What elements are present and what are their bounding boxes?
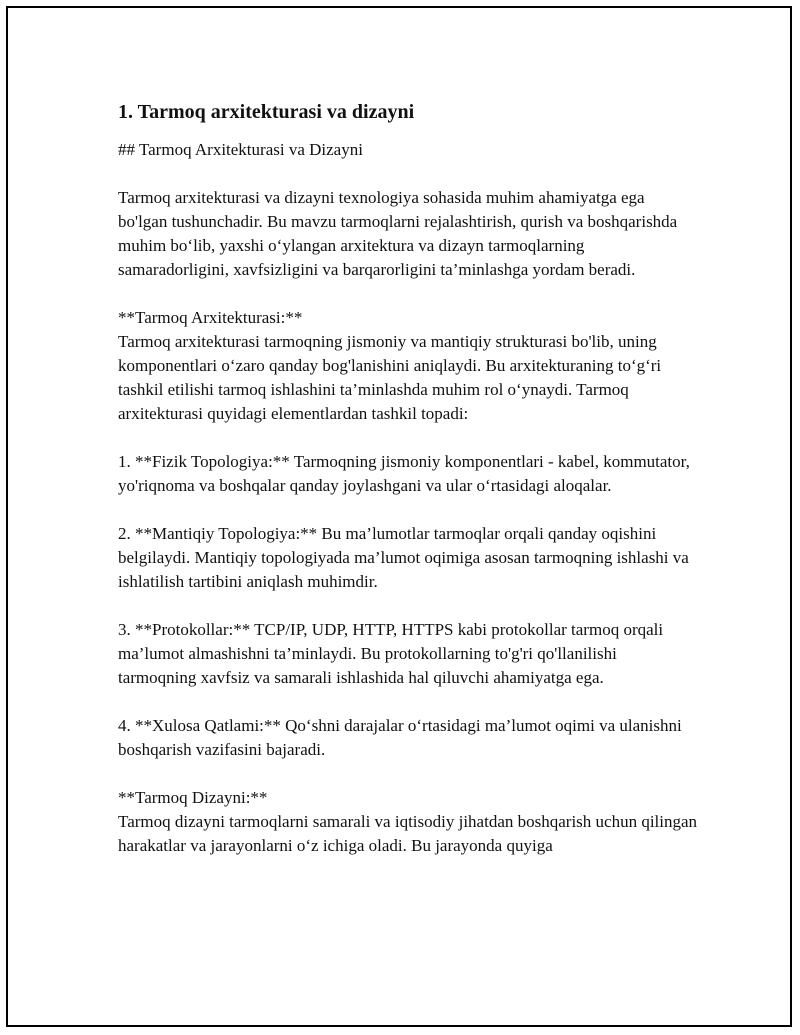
list-item-protocols: 3. **Protokollar:** TCP/IP, UDP, HTTP, HTTPS kabi protokollar tarmoq orqali ma’lumot almashishni ta’minlaydi. Bu protokollarning to'g'ri qo'llanilishi tarmoqning xavfsiz va samarali ishlashida hal qiluvchi ahamiyatga ega.	[118, 620, 664, 687]
design-paragraph: **Tarmoq Dizayni:** Tarmoq dizayni tarmoqlarni samarali va iqtisodiy jihatdan boshqarish uchun qilingan harakatlar va jarayonlarni o‘z ichiga oladi. Bu jarayonda quyiga	[118, 788, 698, 855]
intro-paragraph: Tarmoq arxitekturasi va dizayni texnologiya sohasida muhim ahamiyatga ega bo'lgan tushunchadir. Bu mavzu tarmoqlarni rejalashtirish, qurish va boshqarishda muhim bo‘lib, yaxshi o‘ylangan arxitektura va dizayn tarmoqlarning samaradorligini, xavfsizligini va barqarorligini ta’minlashga yordam beradi.	[118, 188, 678, 279]
document-body	[118, 99, 698, 858]
document-title: 1. Tarmoq arxitekturasi va dizayni	[118, 101, 415, 123]
architecture-paragraph: **Tarmoq Arxitekturasi:** Tarmoq arxitekturasi tarmoqning jismoniy va mantiqiy strukturasi bo'lib, uning komponentlari o‘zaro qanday bog'lanishini aniqlaydi. Bu arxitekturaning to‘g‘ri tashkil etilishi tarmoq ishlashini ta’minlashda muhim rol o‘ynaydi. Tarmoq arxitekturasi quyidagi elementlardan tashkil topadi:	[118, 308, 662, 423]
section-heading: ## Tarmoq Arxitekturasi va Dizayni	[118, 140, 363, 159]
document-page	[6, 6, 792, 1027]
list-item-summary-layer: 4. **Xulosa Qatlami:** Qo‘shni darajalar o‘rtasidagi ma’lumot oqimi va ulanishni boshqarish vazifasini bajaradi.	[118, 716, 682, 759]
list-item-logical-topology: 2. **Mantiqiy Topologiya:** Bu ma’lumotlar tarmoqlar orqali qanday oqishini belgilaydi. Mantiqiy topologiyada ma’lumot oqimiga asosan tarmoqning ishlashi va ishlatilish tartibini aniqlash muhimdir.	[118, 524, 689, 591]
list-item-physical-topology: 1. **Fizik Topologiya:** Tarmoqning jismoniy komponentlari - kabel, kommutator, yo'riqnoma va boshqalar qanday joylashgani va ular o‘rtasidagi aloqalar.	[118, 452, 690, 495]
